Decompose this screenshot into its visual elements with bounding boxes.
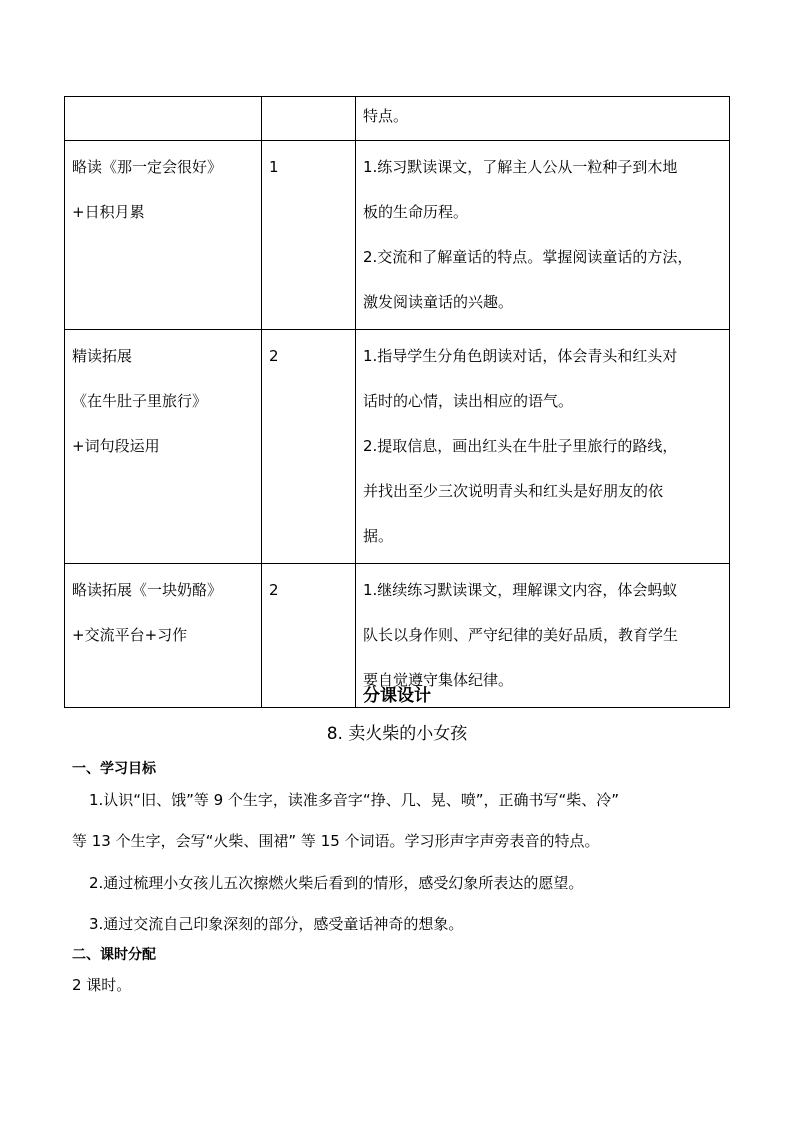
cell-text: 板的生命历程。 xyxy=(363,203,469,221)
cell-text: 2 xyxy=(269,347,279,365)
cell-text: 2 xyxy=(269,581,279,599)
cell-text: 略读拓展《一块奶酪》 xyxy=(72,581,223,599)
cell-text: 1.继续练习默读课文，理解课文内容，体会蚂蚁 xyxy=(363,581,678,599)
table-row xyxy=(65,141,730,330)
cell-text: 特点。 xyxy=(363,107,409,125)
table-cell-content xyxy=(65,97,262,141)
table-cell-content xyxy=(65,141,262,330)
table-cell-content xyxy=(65,330,262,564)
cell-text: 《在牛肚子里旅行》 xyxy=(72,392,208,410)
cell-text: 1.练习默读课文，了解主人公从一粒种子到木地 xyxy=(363,158,678,176)
cell-text: +词句段运用 xyxy=(72,437,160,455)
cell-text: 要自觉遵守集体纪律。 xyxy=(363,671,514,689)
cell-text: 话时的心情，读出相应的语气。 xyxy=(363,392,574,410)
goal-1-line-1: 1.认识“旧、饿”等 9 个生字，读准多音字“挣、几、晃、喷”，正确书写“柴、冷” xyxy=(89,791,620,809)
cell-text: +交流平台+习作 xyxy=(72,626,188,644)
goal-2: 2.通过梳理小女孩儿五次擦燃火柴后看到的情形，感受幻象所表达的愿望。 xyxy=(89,874,584,892)
cell-text: 2.交流和了解童话的特点。掌握阅读童话的方法， xyxy=(363,248,693,266)
table-cell-hours xyxy=(262,97,356,141)
lesson-title: 8. 卖火柴的小女孩 xyxy=(326,724,468,744)
schedule-heading: 二、课时分配 xyxy=(72,947,156,963)
section-title: 分课设计 xyxy=(363,686,431,706)
table-cell-goals xyxy=(356,97,730,141)
table-row xyxy=(65,330,730,564)
goal-1-line-2: 等 13 个生字，会写“火柴、围裙” 等 15 个词语。学习形声字声旁表音的特点。 xyxy=(72,832,600,850)
cell-text: 1 xyxy=(269,158,279,176)
cell-text: 队长以身作则、严守纪律的美好品质，教育学生 xyxy=(363,626,679,644)
cell-text: 略读《那一定会很好》 xyxy=(72,158,223,176)
table-cell-goals xyxy=(356,141,730,330)
cell-text: 激发阅读童话的兴趣。 xyxy=(363,293,514,311)
table-cell-hours xyxy=(262,330,356,564)
lesson-plan-table xyxy=(64,96,730,708)
cell-text: 精读拓展 xyxy=(72,347,133,365)
cell-text: 1.指导学生分角色朗读对话，体会青头和红头对 xyxy=(363,347,678,365)
table-row xyxy=(65,97,730,141)
table-cell-goals xyxy=(356,330,730,564)
cell-text: 并找出至少三次说明青头和红头是好朋友的依 xyxy=(363,482,664,500)
goal-3: 3.通过交流自己印象深刻的部分，感受童话神奇的想象。 xyxy=(89,915,464,933)
table-cell-hours xyxy=(262,141,356,330)
cell-text: +日积月累 xyxy=(72,203,145,221)
goals-heading: 一、学习目标 xyxy=(72,761,156,777)
schedule-text: 2 课时。 xyxy=(72,976,132,994)
cell-text: 据。 xyxy=(363,527,394,545)
cell-text: 2.提取信息，画出红头在牛肚子里旅行的路线， xyxy=(363,437,678,455)
